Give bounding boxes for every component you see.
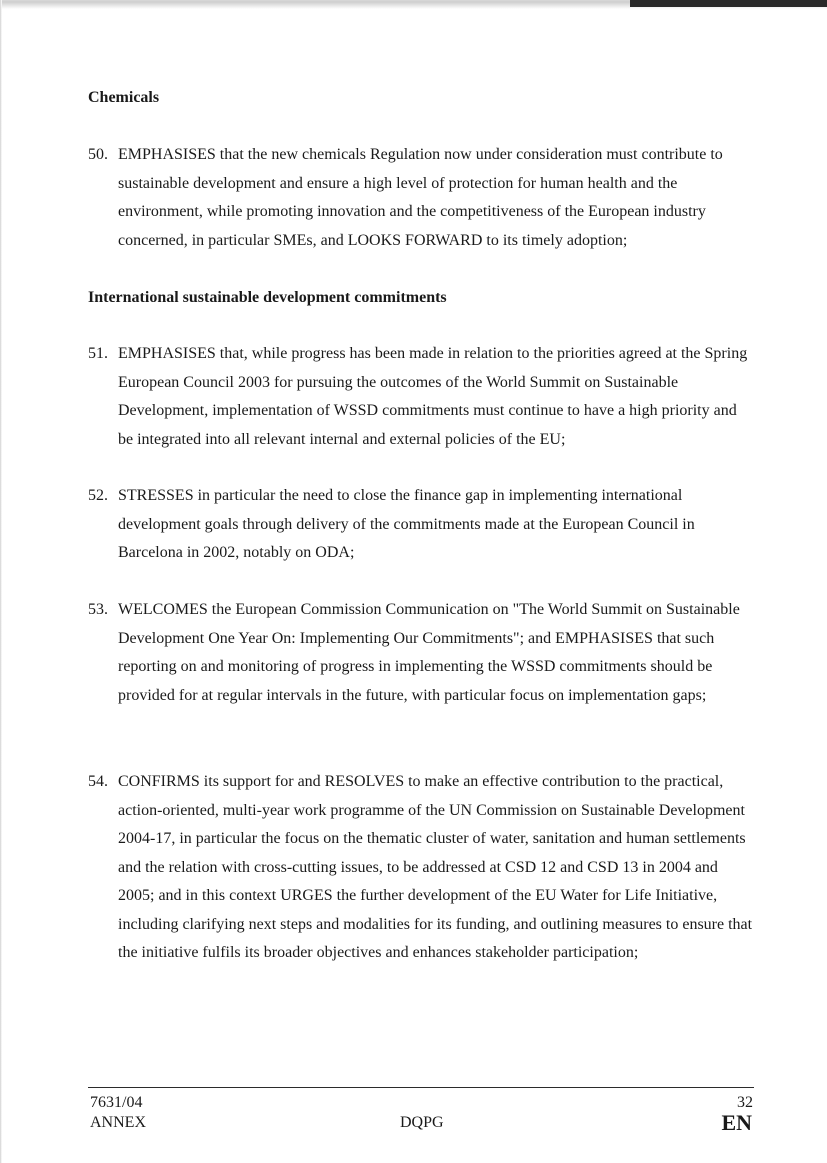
paragraph-text: CONFIRMS its support for and RESOLVES to make an effective contribution to the practical, action-oriented, multi-year work programme of the UN Commission on Sustainable Development 2004-17, in particular the focus on the thematic cluster of water, sanitation and human settlements and the relation with cross-cutting issues, to be addressed at CSD 12 and CSD 13 in 2004 and 2005; and in this context URGES the further development of the EU Water for Life Initiative, including clarifying next steps and modalities for its funding, and outlining measures to ensure that the initiative fulfils its broader objectives and enhances stakeholder participation; xyxy=(118,773,753,961)
paragraph-54 xyxy=(88,768,753,968)
paragraph-number: 52. xyxy=(88,487,108,504)
footer-language-code: EN xyxy=(721,1110,752,1135)
footer-doc-number: 7631/04 xyxy=(90,1094,143,1111)
paragraph-number: 53. xyxy=(88,601,108,618)
section-heading-chemicals: Chemicals xyxy=(88,89,160,106)
footer-divider xyxy=(88,1087,754,1088)
paragraph-51 xyxy=(88,340,753,454)
paragraph-50 xyxy=(88,141,753,255)
scan-top-edge-dark xyxy=(630,0,827,7)
paragraph-number: 54. xyxy=(88,773,108,790)
footer-department: DQPG xyxy=(400,1114,444,1131)
paragraph-text: STRESSES in particular the need to close the finance gap in implementing international development goals through delivery of the commitments made at the European Council in Barcelona in 2002, notably on ODA; xyxy=(118,487,695,561)
paragraph-53 xyxy=(88,596,753,710)
paragraph-text: EMPHASISES that, while progress has been made in relation to the priorities agreed at the Spring European Council 2003 for pursuing the outcomes of the World Summit on Sustainable Development, implementation of WSSD commitments must continue to have a high priority and be integrated into all relevant internal and external policies of the EU; xyxy=(118,345,748,448)
section-heading-international: International sustainable development commitments xyxy=(88,289,447,306)
footer-annex-label: ANNEX xyxy=(90,1114,146,1131)
scan-left-edge xyxy=(0,0,2,1163)
footer-page-number: 32 xyxy=(737,1094,753,1111)
paragraph-number: 50. xyxy=(88,146,108,163)
paragraph-text: EMPHASISES that the new chemicals Regulation now under consideration must contribute to sustainable development and ensure a high level of protection for human health and the environment, while promoting innovation and the competitiveness of the European industry concerned, in particular SMEs, and LOOKS FORWARD to its timely adoption; xyxy=(118,146,723,249)
paragraph-text: WELCOMES the European Commission Communication on "The World Summit on Sustainable Development One Year On: Implementing Our Commitments"; and EMPHASISES that such reporting on and monitoring of progress in implementing the WSSD commitments should be provided for at regular intervals in the future, with particular focus on implementation gaps; xyxy=(118,601,740,704)
paragraph-52 xyxy=(88,482,753,568)
paragraph-number: 51. xyxy=(88,345,108,362)
